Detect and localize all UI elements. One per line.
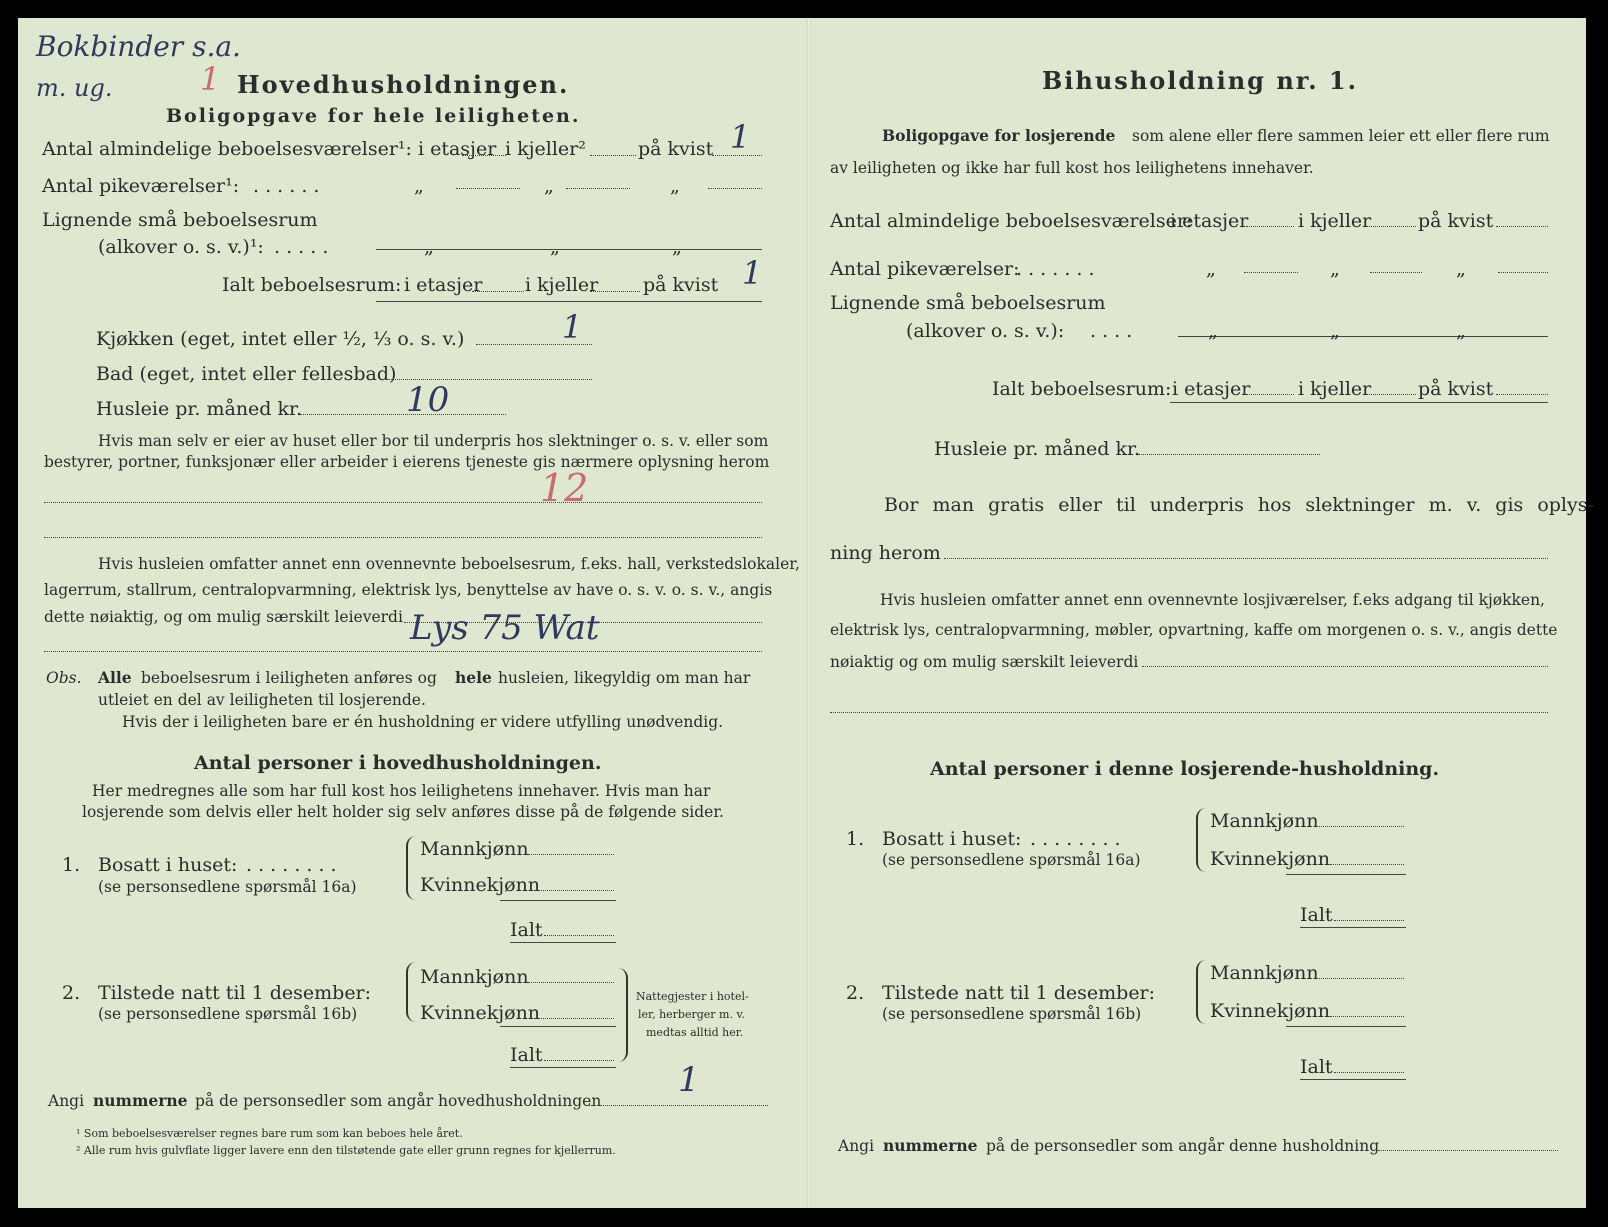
- right-tilstede-mann-field[interactable]: [1316, 978, 1404, 979]
- ditto-mark: „: [1456, 258, 1466, 280]
- bosatt-number: 1.: [62, 854, 81, 876]
- ditto-mark: „: [414, 175, 424, 197]
- right-ialt-etasjer-label: i etasjer: [1172, 378, 1251, 400]
- nattegjester-line-3: medtas alltid her.: [646, 1026, 744, 1039]
- right-bosatt-brace: [1196, 808, 1206, 872]
- eier-field-1[interactable]: [44, 502, 762, 503]
- obs-text-3: utleiet en del av leiligheten til losjerende.: [98, 691, 426, 709]
- right-row-lignende-sublabel: (alkover o. s. v.):: [906, 320, 1065, 342]
- right-bosatt-mann-field[interactable]: [1316, 826, 1404, 827]
- obs-alle: Alle: [98, 668, 132, 687]
- ialt-kjeller-field[interactable]: [590, 291, 640, 292]
- right-tilstede-sublabel: (se personsedlene spørsmål 16b): [882, 1005, 1142, 1023]
- bosatt-ialt-field[interactable]: [544, 935, 614, 936]
- right-tilstede-label: Tilstede natt til 1 desember:: [882, 982, 1156, 1004]
- page-subtitle: Boligopgave for hele leiligheten.: [166, 105, 581, 127]
- right-omfatter-line-3: nøiaktig og om mulig særskilt leieverdi: [830, 653, 1139, 671]
- right-row-etasjer-label: i etasjer: [1170, 210, 1249, 232]
- right-bosatt-ialt-underline: [1300, 927, 1406, 928]
- eier-field-2[interactable]: [44, 537, 762, 538]
- right-intro-text: som alene eller flere sammen leier ett eller flere rum: [1132, 127, 1550, 145]
- right-bosatt-sublabel: (se personsedlene spørsmål 16a): [882, 851, 1141, 869]
- handwritten-ialt-kvist: 1: [742, 254, 763, 292]
- omfatter-line-2: lagerrum, stallrum, centralopvarmning, elektrisk lys, benyttelse av have o. s. v. o. s. v., angis: [44, 581, 773, 599]
- ditto-mark: „: [550, 236, 560, 258]
- obs-text-1: beboelsesrum i leiligheten anføres og: [141, 669, 437, 687]
- ditto-mark: „: [1456, 320, 1466, 342]
- ialt-underline: [376, 301, 762, 302]
- tilstede-label: Tilstede natt til 1 desember:: [98, 982, 372, 1004]
- husleie-field[interactable]: [300, 414, 506, 415]
- bosatt-kvinne-label: Kvinnekjønn: [420, 874, 541, 896]
- row-lignende-sublabel: (alkover o. s. v.)¹:: [98, 236, 264, 258]
- ialt-kjeller-label: i kjeller: [525, 274, 599, 296]
- ditto-mark: „: [1206, 258, 1216, 280]
- right-tilstede-mann-label: Mannkjønn: [1210, 962, 1319, 984]
- right-title: Bihusholdning nr. 1.: [1042, 66, 1358, 95]
- right-husleie-label: Husleie pr. måned kr.: [934, 438, 1141, 460]
- right-row-pike-label: Antal pikeværelser:: [830, 258, 1020, 280]
- row-lignende-underline: [376, 249, 762, 250]
- ditto-mark: „: [1330, 320, 1340, 342]
- right-ialt-kvist-label: på kvist: [1418, 378, 1494, 400]
- nattegjester-brace: [618, 968, 628, 1062]
- right-gratis-line-2: ning herom: [830, 542, 941, 564]
- kjokken-label: Kjøkken (eget, intet eller ½, ⅓ o. s. v.): [96, 328, 465, 350]
- tilstede-brace: [406, 962, 416, 1022]
- ditto-mark: „: [670, 175, 680, 197]
- bosatt-ialt-underline: [510, 942, 616, 943]
- handwritten-annotation: 12: [540, 466, 589, 510]
- ialt-kvist-label: på kvist: [643, 274, 719, 296]
- tilstede-number: 2.: [62, 982, 81, 1004]
- right-bosatt-kvinne-label: Kvinnekjønn: [1210, 848, 1331, 870]
- angi-nummerne: nummerne: [93, 1091, 188, 1110]
- row-pike-extra-field[interactable]: [708, 188, 762, 189]
- row-almindelige-kjeller-label: i kjeller²: [505, 138, 586, 160]
- ditto-mark: „: [672, 236, 682, 258]
- bosatt-label: Bosatt i huset:: [98, 854, 238, 876]
- right-ialt-kjeller-label: i kjeller: [1298, 378, 1372, 400]
- right-omfatter-line-1: Hvis husleien omfatter annet enn ovennevnte losjiværelser, f.eks adgang til kjøkken,: [880, 591, 1545, 609]
- right-intro-bold: Boligopgave for losjerende: [882, 126, 1116, 145]
- right-angi-nummerne: nummerne: [883, 1136, 978, 1155]
- right-omfatter-field-1[interactable]: [1142, 666, 1548, 667]
- right-tilstede-ialt-underline: [1300, 1079, 1406, 1080]
- handwritten-kvist: 1: [730, 118, 751, 156]
- right-bosatt-label: Bosatt i huset:: [882, 828, 1022, 850]
- right-row-kvist-field[interactable]: [1496, 226, 1548, 227]
- tilstede-sum-line: [500, 1026, 616, 1027]
- tilstede-sublabel: (se personsedlene spørsmål 16b): [98, 1005, 358, 1023]
- page-title: Hovedhusholdningen.: [237, 70, 570, 99]
- angi-text-a: Angi: [48, 1092, 85, 1110]
- right-row-lignende-dots: . . . .: [1090, 320, 1133, 342]
- ditto-mark: „: [1208, 320, 1218, 342]
- row-lignende-dots: . . . . .: [274, 236, 329, 258]
- right-row-etasjer-field[interactable]: [1246, 226, 1294, 227]
- husleie-label: Husleie pr. måned kr.: [96, 398, 303, 420]
- right-tilstede-brace: [1196, 960, 1206, 1024]
- right-row-lignende-underline: [1178, 336, 1548, 337]
- right-angi-text-c: på de personsedler som angår denne husholdning: [986, 1137, 1380, 1155]
- ditto-mark: „: [1330, 258, 1340, 280]
- bosatt-sublabel: (se personsedlene spørsmål 16a): [98, 878, 357, 896]
- right-row-kvist-label: på kvist: [1418, 210, 1494, 232]
- right-row-pike-field-2[interactable]: [1370, 272, 1422, 273]
- right-tilstede-number: 2.: [846, 982, 865, 1004]
- nattegjester-line-1: Nattegjester i hotel-: [636, 990, 749, 1003]
- right-omfatter-field-2[interactable]: [830, 712, 1548, 713]
- handwritten-marital-status: m. ug.: [36, 74, 113, 102]
- right-bosatt-ialt-field[interactable]: [1334, 920, 1404, 921]
- obs-label: Obs.: [46, 669, 82, 687]
- right-row-pike-field-1[interactable]: [1244, 272, 1298, 273]
- tilstede-mann-field[interactable]: [528, 982, 614, 983]
- right-husleie-field[interactable]: [1138, 454, 1320, 455]
- right-persons-title: Antal personer i denne losjerende-husholdning.: [930, 758, 1440, 780]
- tilstede-ialt-underline: [510, 1067, 616, 1068]
- ditto-mark: „: [544, 175, 554, 197]
- right-ialt-underline: [1170, 402, 1548, 403]
- tilstede-kvinne-field[interactable]: [534, 1018, 614, 1019]
- tilstede-ialt-label: Ialt: [510, 1044, 543, 1066]
- right-row-almindelige-label: Antal almindelige beboelsesværelser:: [830, 210, 1193, 232]
- handwritten-numbers: 1: [678, 1060, 700, 1100]
- right-bosatt-mann-label: Mannkjønn: [1210, 810, 1319, 832]
- ialt-etasjer-field[interactable]: [472, 291, 524, 292]
- right-gratis-line-1: Bor man gratis eller til underpris hos slektninger m. v. gis oplys-: [884, 494, 1594, 516]
- right-tilstede-ialt-field[interactable]: [1334, 1072, 1404, 1073]
- right-row-pike-field-3[interactable]: [1498, 272, 1548, 273]
- right-angi-text-a: Angi: [838, 1137, 875, 1155]
- tilstede-kvinne-label: Kvinnekjønn: [420, 1002, 541, 1024]
- bad-label: Bad (eget, intet eller fellesbad): [96, 363, 397, 385]
- ialt-etasjer-label: i etasjer: [404, 274, 483, 296]
- bosatt-ialt-label: Ialt: [510, 919, 543, 941]
- eier-text-line-1: Hvis man selv er eier av huset eller bor til underpris hos slektninger o. s. v. eller som: [98, 432, 769, 450]
- page-fold: [807, 18, 811, 1208]
- right-tilstede-sum-line: [1286, 1026, 1406, 1027]
- row-lignende-label: Lignende små beboelsesrum: [42, 209, 318, 231]
- right-row-pike-dots: . . . . . . .: [1016, 258, 1095, 280]
- right-ialt-etasjer-field[interactable]: [1246, 394, 1294, 395]
- persons-title: Antal personer i hovedhusholdningen.: [194, 752, 602, 774]
- footnote-1: ¹ Som beboelsesværelser regnes bare rum som kan beboes hele året.: [76, 1127, 463, 1140]
- obs-text-2: husleien, likegyldig om man har: [498, 669, 751, 687]
- handwritten-kjokken: 1: [562, 308, 583, 346]
- row-almindelige-kjeller-field[interactable]: [590, 155, 636, 156]
- footnote-2: ² Alle rum hvis gulvflate ligger lavere enn den tilstøtende gate eller grunn regnes for kjellerrum.: [76, 1144, 616, 1157]
- right-bosatt-ialt-label: Ialt: [1300, 904, 1333, 926]
- angi-field[interactable]: [586, 1105, 768, 1106]
- ditto-mark: „: [424, 236, 434, 258]
- right-row-lignende-label: Lignende små beboelsesrum: [830, 292, 1106, 314]
- right-omfatter-line-2: elektrisk lys, centralopvarmning, møbler, opvartning, kaffe om morgenen o. s. v., angis dette: [830, 621, 1558, 639]
- bosatt-mann-label: Mannkjønn: [420, 838, 529, 860]
- right-angi-field[interactable]: [1378, 1150, 1558, 1151]
- row-pike-kjeller-field[interactable]: [456, 188, 520, 189]
- handwritten-extra: Lys 75 Wat: [410, 608, 600, 648]
- persons-text-2: losjerende som delvis eller helt holder sig selv anføres disse på de følgende sider.: [82, 803, 724, 821]
- row-almindelige-etasjer-field[interactable]: [462, 155, 506, 156]
- persons-text-1: Her medregnes alle som har full kost hos leilighetens innehaver. Hvis man har: [92, 782, 711, 800]
- right-tilstede-kvinne-label: Kvinnekjønn: [1210, 1000, 1331, 1022]
- bosatt-brace: [406, 836, 416, 900]
- right-ialt-kjeller-field[interactable]: [1366, 394, 1416, 395]
- handwritten-occupation: Bokbinder s.a.: [36, 30, 241, 63]
- bosatt-mann-field[interactable]: [528, 854, 614, 855]
- row-pike-dots: . . . . . .: [253, 175, 320, 197]
- row-pike-label: Antal pikeværelser¹:: [42, 175, 240, 197]
- omfatter-field-2[interactable]: [44, 651, 762, 652]
- tilstede-mann-label: Mannkjønn: [420, 966, 529, 988]
- ialt-beboelsesrum-label: Ialt beboelsesrum:: [222, 274, 402, 296]
- omfatter-line-3: dette nøiaktig, og om mulig særskilt leieverdi: [44, 608, 403, 626]
- obs-text-4: Hvis der i leiligheten bare er én husholdning er videre utfylling unødvendig.: [122, 713, 724, 731]
- row-pike-kvist-field[interactable]: [566, 188, 630, 189]
- handwritten-husleie: 10: [406, 380, 450, 420]
- nattegjester-line-2: ler, herberger m. v.: [638, 1008, 745, 1021]
- right-ialt-label: Ialt beboelsesrum:: [992, 378, 1172, 400]
- right-intro-line-2: av leiligheten og ikke har full kost hos leilighetens innehaver.: [830, 159, 1314, 177]
- right-row-kjeller-field[interactable]: [1366, 226, 1416, 227]
- right-row-kjeller-label: i kjeller: [1298, 210, 1372, 232]
- omfatter-line-1: Hvis husleien omfatter annet enn ovennevnte beboelsesrum, f.eks. hall, verkstedslokaler,: [98, 555, 800, 573]
- tilstede-ialt-field[interactable]: [544, 1060, 614, 1061]
- eier-text-line-2: bestyrer, portner, funksjonær eller arbeider i eierens tjeneste gis nærmere oplysning herom: [44, 453, 770, 471]
- angi-text-c: på de personsedler som angår hovedhusholdningen: [195, 1092, 602, 1110]
- bosatt-sum-line: [500, 900, 616, 901]
- handwritten-household-number: 1: [200, 60, 221, 98]
- right-bosatt-number: 1.: [846, 828, 865, 850]
- row-almindelige-kvist-label: på kvist: [638, 138, 714, 160]
- right-gratis-field[interactable]: [944, 558, 1548, 559]
- row-almindelige-label: Antal almindelige beboelsesværelser¹: i etasjer: [42, 138, 497, 160]
- bosatt-kvinne-field[interactable]: [534, 890, 614, 891]
- right-bosatt-sum-line: [1286, 874, 1406, 875]
- right-bosatt-kvinne-field[interactable]: [1330, 864, 1404, 865]
- obs-hele: hele: [455, 668, 492, 687]
- bosatt-dots: . . . . . . . .: [246, 854, 337, 876]
- right-tilstede-ialt-label: Ialt: [1300, 1056, 1333, 1078]
- right-bosatt-dots: . . . . . . . .: [1030, 828, 1121, 850]
- right-ialt-kvist-field[interactable]: [1496, 394, 1548, 395]
- right-tilstede-kvinne-field[interactable]: [1330, 1016, 1404, 1017]
